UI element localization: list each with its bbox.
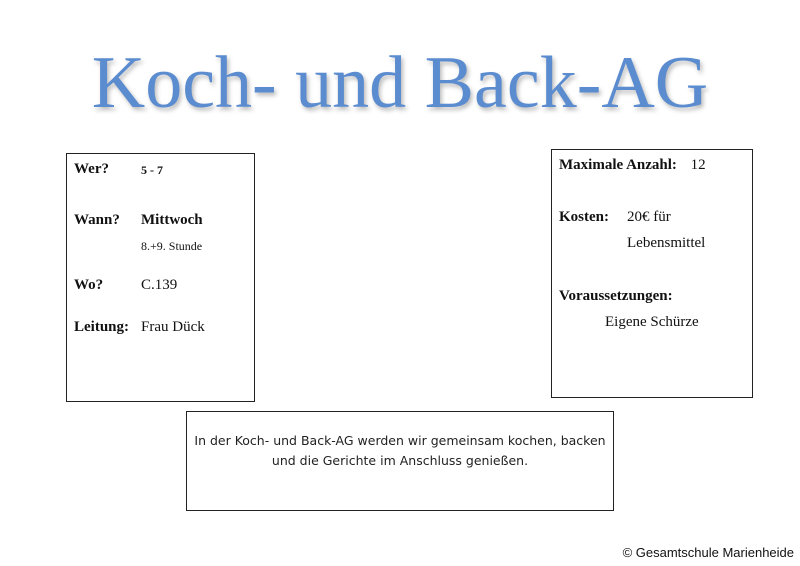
- kosten-label: Kosten:: [559, 209, 609, 225]
- max-row: [559, 156, 706, 174]
- description-text: [187, 431, 613, 471]
- wer-value: 5 - 7: [141, 163, 163, 177]
- kosten-value-1: 20€ für: [627, 209, 671, 225]
- leitung-label: Leitung:: [74, 319, 130, 335]
- details-box: [551, 149, 753, 398]
- page-title: Koch- und Back-AG: [91, 42, 709, 124]
- max-label: Maximale Anzahl:: [559, 157, 677, 173]
- wann-value: Mittwoch: [141, 212, 203, 228]
- wer-label: Wer?: [74, 161, 109, 177]
- description-line-2: und die Gerichte im Anschluss genießen.: [271, 453, 529, 468]
- wo-value: C.139: [141, 277, 178, 293]
- description-box: [186, 411, 614, 511]
- copyright-footer: © Gesamtschule Marienheide: [622, 545, 794, 560]
- kosten-row: [559, 208, 671, 226]
- voraussetzungen-label: Voraussetzungen:: [559, 288, 673, 304]
- max-value: 12: [690, 157, 706, 173]
- wann-label: Wann?: [74, 212, 120, 228]
- wo-label: Wo?: [74, 277, 104, 293]
- leitung-value: Frau Dück: [141, 319, 205, 335]
- description-line-1: In der Koch- und Back-AG werden wir gemeinsam kochen, backen: [194, 433, 606, 448]
- info-box: [66, 153, 255, 402]
- voraussetzungen-value: Eigene Schürze: [605, 314, 699, 330]
- wann-sub: 8.+9. Stunde: [141, 239, 203, 253]
- kosten-value-2: Lebensmittel: [627, 235, 706, 251]
